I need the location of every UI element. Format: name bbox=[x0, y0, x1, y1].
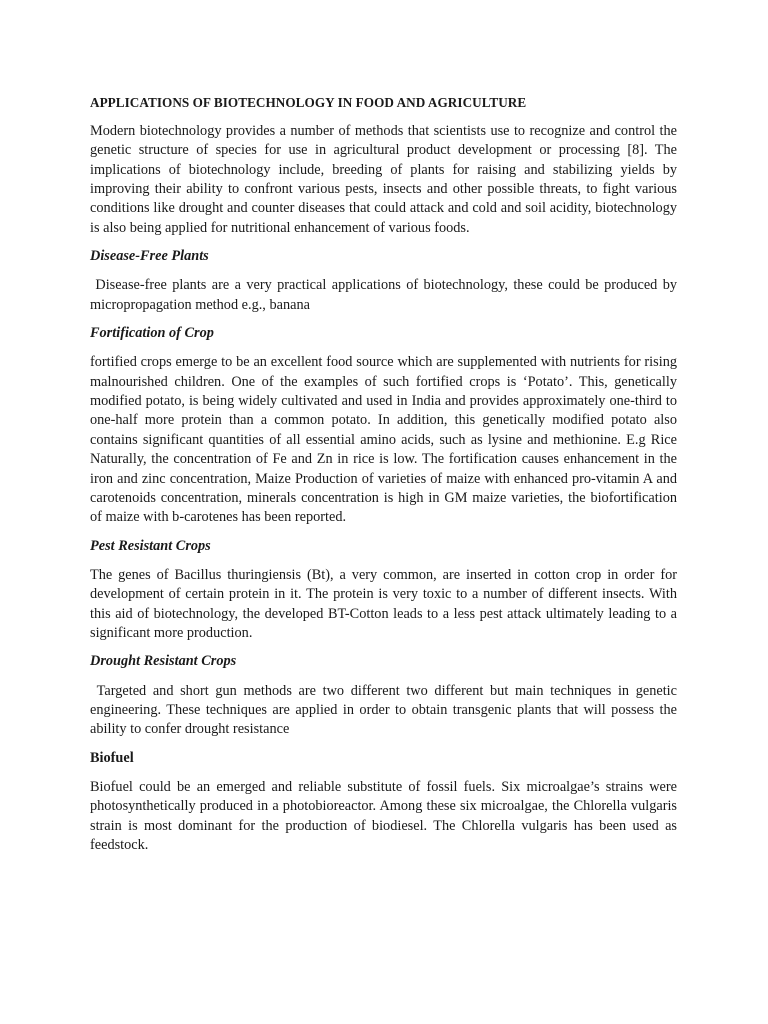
section-heading-fortification-of-crop: Fortification of Crop bbox=[90, 325, 214, 342]
document-page bbox=[90, 93, 677, 864]
section-body-pest-resistant-crops: The genes of Bacillus thuringiensis (Bt), a very common, are inserted in cotton crop in order for development of certain protein in it. The protein is very toxic to a number of different insects. With this aid of biotechnology, the developed BT-Cotton leads to a less pest attack ultimately leading to a significant more production. bbox=[90, 566, 677, 641]
section-heading-pest-resistant-crops: Pest Resistant Crops bbox=[90, 537, 211, 554]
section-body-biofuel: Biofuel could be an emerged and reliable substitute of fossil fuels. Six microalgae’s strains were photosynthetically produced in a photobioreactor. Among these six microalgae, the Chlorella vulgaris strain is most dominant for the production of biodiesel. The Chlorella vulgaris has been used as feedstock. bbox=[90, 778, 677, 853]
document-title: APPLICATIONS OF BIOTECHNOLOGY IN FOOD AND AGRICULTURE bbox=[90, 95, 527, 110]
intro-paragraph: Modern biotechnology provides a number of methods that scientists use to recognize and control the genetic structure of species for use in agricultural product development or processing [8]. The implications of biotechnology include, breeding of plants for raising and stabilizing yields by improving their ability to confront various pests, insects and other possible threats, to fight various conditions like drought and counter diseases that could attack and cold and soil acidity, biotechnology is also being applied for nutritional enhancement of various foods. bbox=[90, 123, 677, 236]
section-heading-drought-resistant-crops: Drought Resistant Crops bbox=[90, 653, 237, 670]
section-heading-disease-free-plants: Disease-Free Plants bbox=[90, 248, 209, 265]
section-body-disease-free-plants: Disease-free plants are a very practical applications of biotechnology, these could be produced by micropropagation method e.g., banana bbox=[90, 277, 677, 313]
section-heading-biofuel: Biofuel bbox=[90, 749, 134, 766]
section-body-fortification-of-crop: fortified crops emerge to be an excellent food source which are supplemented with nutrients for rising malnourished children. One of the examples of such fortified crops is ‘Potato’. This, genetically modified potato, is being widely cultivated and used in India and provides approximately one-third to one-half more protein than a common potato. In addition, this genetically modified potato also contains significant quantities of all essential amino acids, such as lysine and methionine. E.g Rice Naturally, the concentration of Fe and Zn in rice is low. The fortification causes enhancement in the iron and zinc concentration, Maize Production of varieties of maize with enhanced pro-vitamin A and carotenoids concentration, minerals concentration is high in GM maize varieties, the biofortification of maize with b-carotenes has been reported. bbox=[90, 354, 677, 526]
section-body-drought-resistant-crops: Targeted and short gun methods are two different two different but main techniques in genetic engineering. These techniques are applied in order to obtain transgenic plants that will possess the ability to confer drought resistance bbox=[90, 682, 677, 738]
